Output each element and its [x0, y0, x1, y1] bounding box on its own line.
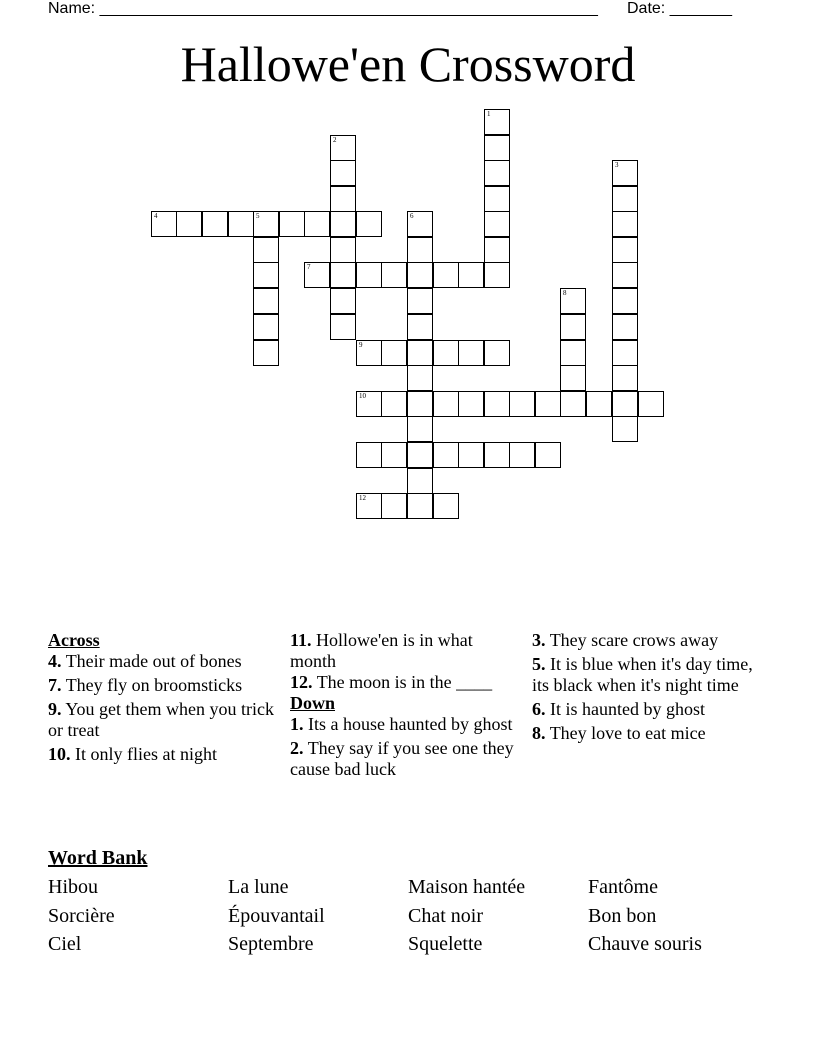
clue-down-2: 2. They say if you see one they cause bad luck	[290, 738, 514, 779]
clue-down-1: 1. Its a house haunted by ghost	[290, 714, 513, 734]
crossword-cell[interactable]	[612, 211, 638, 237]
crossword-cell[interactable]	[304, 262, 330, 288]
crossword-cell[interactable]	[612, 237, 638, 263]
word-bank-item: Chat noir	[408, 905, 483, 927]
crossword-cell[interactable]	[560, 391, 586, 417]
crossword-cell[interactable]	[612, 391, 638, 417]
crossword-cell[interactable]	[484, 109, 510, 135]
crossword-cell[interactable]	[407, 468, 433, 494]
crossword-cell[interactable]	[202, 211, 228, 237]
crossword-cell[interactable]	[458, 340, 484, 366]
clue-number: 2	[333, 136, 337, 144]
clues-column-2	[290, 630, 522, 783]
crossword-cell[interactable]	[356, 340, 382, 366]
crossword-cell[interactable]	[407, 365, 433, 391]
crossword-cell[interactable]	[356, 442, 382, 468]
crossword-cell[interactable]	[612, 416, 638, 442]
word-bank-item: Maison hantée	[408, 876, 526, 898]
crossword-cell[interactable]	[330, 237, 356, 263]
crossword-cell[interactable]	[356, 391, 382, 417]
crossword-cell[interactable]	[356, 211, 382, 237]
crossword-cell[interactable]	[638, 391, 664, 417]
crossword-cell[interactable]	[535, 391, 561, 417]
crossword-cell[interactable]	[484, 211, 510, 237]
crossword-cell[interactable]	[381, 340, 407, 366]
crossword-cell[interactable]	[433, 442, 459, 468]
crossword-cell[interactable]	[279, 211, 305, 237]
crossword-cell[interactable]	[253, 340, 279, 366]
crossword-cell[interactable]	[381, 262, 407, 288]
crossword-cell[interactable]	[612, 314, 638, 340]
crossword-cell[interactable]	[509, 442, 535, 468]
clue-across-11: 11. Hollowe'en is in what month	[290, 630, 473, 671]
crossword-cell[interactable]	[612, 160, 638, 186]
crossword-cell[interactable]	[484, 135, 510, 161]
across-heading: Across	[48, 630, 100, 650]
crossword-cell[interactable]	[330, 211, 356, 237]
crossword-cell[interactable]	[330, 262, 356, 288]
crossword-cell[interactable]	[253, 262, 279, 288]
crossword-cell[interactable]	[253, 288, 279, 314]
clue-across-7: 7. They fly on broomsticks	[48, 675, 243, 695]
crossword-cell[interactable]	[484, 442, 510, 468]
crossword-cell[interactable]	[458, 262, 484, 288]
crossword-cell[interactable]	[407, 442, 433, 468]
crossword-cell[interactable]	[484, 237, 510, 263]
clue-number: 1	[487, 110, 491, 118]
crossword-cell[interactable]	[535, 442, 561, 468]
clue-down-8: 8. They love to eat mice	[532, 723, 706, 743]
word-bank-item: Épouvantail	[228, 905, 325, 927]
crossword-cell[interactable]	[356, 493, 382, 519]
clue-number: 7	[307, 263, 311, 271]
word-bank-item: Ciel	[48, 933, 82, 955]
crossword-cell[interactable]	[330, 135, 356, 161]
crossword-cell[interactable]	[612, 186, 638, 212]
crossword-cell[interactable]	[612, 288, 638, 314]
crossword-cell[interactable]	[484, 391, 510, 417]
crossword-cell[interactable]	[381, 391, 407, 417]
crossword-cell[interactable]	[586, 391, 612, 417]
crossword-cell[interactable]	[612, 365, 638, 391]
crossword-cell[interactable]	[407, 493, 433, 519]
crossword-cell[interactable]	[407, 211, 433, 237]
clue-across-9: 9. You get them when you trick or treat	[48, 699, 274, 740]
clue-number: 9	[359, 341, 363, 349]
crossword-cell[interactable]	[407, 416, 433, 442]
clue-down-6: 6. It is haunted by ghost	[532, 699, 705, 719]
crossword-cell[interactable]	[330, 314, 356, 340]
crossword-cell[interactable]	[407, 391, 433, 417]
crossword-cell[interactable]	[407, 288, 433, 314]
crossword-cell[interactable]	[151, 211, 177, 237]
crossword-cell[interactable]	[253, 211, 279, 237]
crossword-cell[interactable]	[612, 262, 638, 288]
clue-across-10: 10. It only flies at night	[48, 744, 217, 764]
crossword-cell[interactable]	[612, 340, 638, 366]
crossword-cell[interactable]	[484, 186, 510, 212]
crossword-cell[interactable]	[560, 340, 586, 366]
clue-number: 12	[359, 494, 366, 502]
clues-column-3	[532, 630, 764, 747]
clue-number: 5	[256, 212, 260, 220]
crossword-cell[interactable]	[253, 314, 279, 340]
word-bank-item: Hibou	[48, 876, 98, 898]
word-bank-item: Fantôme	[588, 876, 658, 898]
crossword-cell[interactable]	[381, 442, 407, 468]
page-title: Hallowe'en Crossword	[180, 36, 636, 92]
word-bank-heading: Word Bank	[48, 847, 148, 869]
word-bank-item: Bon bon	[588, 905, 657, 927]
crossword-cell[interactable]	[407, 340, 433, 366]
crossword-cell[interactable]	[228, 211, 254, 237]
word-bank-item: Chauve souris	[588, 933, 702, 955]
crossword-cell[interactable]	[433, 493, 459, 519]
crossword-cell[interactable]	[560, 365, 586, 391]
clue-across-4: 4. Their made out of bones	[48, 651, 242, 671]
crossword-cell[interactable]	[458, 442, 484, 468]
word-bank-item: La lune	[228, 876, 289, 898]
clue-down-3: 3. They scare crows away	[532, 630, 719, 650]
crossword-cell[interactable]	[330, 288, 356, 314]
crossword-cell[interactable]	[356, 262, 382, 288]
clue-across-12: 12. The moon is in the ____	[290, 672, 493, 692]
date-field-label: Date: _______	[627, 0, 732, 17]
crossword-cell[interactable]	[458, 391, 484, 417]
crossword-cell[interactable]	[330, 186, 356, 212]
crossword-cell[interactable]	[433, 262, 459, 288]
word-bank-item: Squelette	[408, 933, 483, 955]
word-bank-item: Sorcière	[48, 905, 115, 927]
crossword-cell[interactable]	[381, 493, 407, 519]
crossword-cell[interactable]	[484, 340, 510, 366]
crossword-cell[interactable]	[560, 288, 586, 314]
clue-number: 8	[563, 289, 567, 297]
crossword-cell[interactable]	[253, 237, 279, 263]
down-heading: Down	[290, 693, 336, 713]
clue-number: 10	[359, 392, 366, 400]
crossword-cell[interactable]	[433, 391, 459, 417]
clue-number: 6	[410, 212, 414, 220]
crossword-cell[interactable]	[407, 237, 433, 263]
crossword-cell[interactable]	[433, 340, 459, 366]
crossword-cell[interactable]	[509, 391, 535, 417]
clues-column-1	[48, 630, 280, 768]
crossword-cell[interactable]	[407, 262, 433, 288]
crossword-cell[interactable]	[304, 211, 330, 237]
clue-down-5: 5. It is blue when it's day time, its black when it's night time	[532, 654, 753, 695]
clue-number: 4	[154, 212, 158, 220]
name-field-label: Name: ________________________________________________________	[48, 0, 598, 17]
crossword-cell[interactable]	[330, 160, 356, 186]
crossword-cell[interactable]	[484, 160, 510, 186]
crossword-cell[interactable]	[560, 314, 586, 340]
clue-number: 3	[615, 161, 619, 169]
crossword-cell[interactable]	[484, 262, 510, 288]
word-bank-item: Septembre	[228, 933, 314, 955]
crossword-cell[interactable]	[176, 211, 202, 237]
crossword-cell[interactable]	[407, 314, 433, 340]
